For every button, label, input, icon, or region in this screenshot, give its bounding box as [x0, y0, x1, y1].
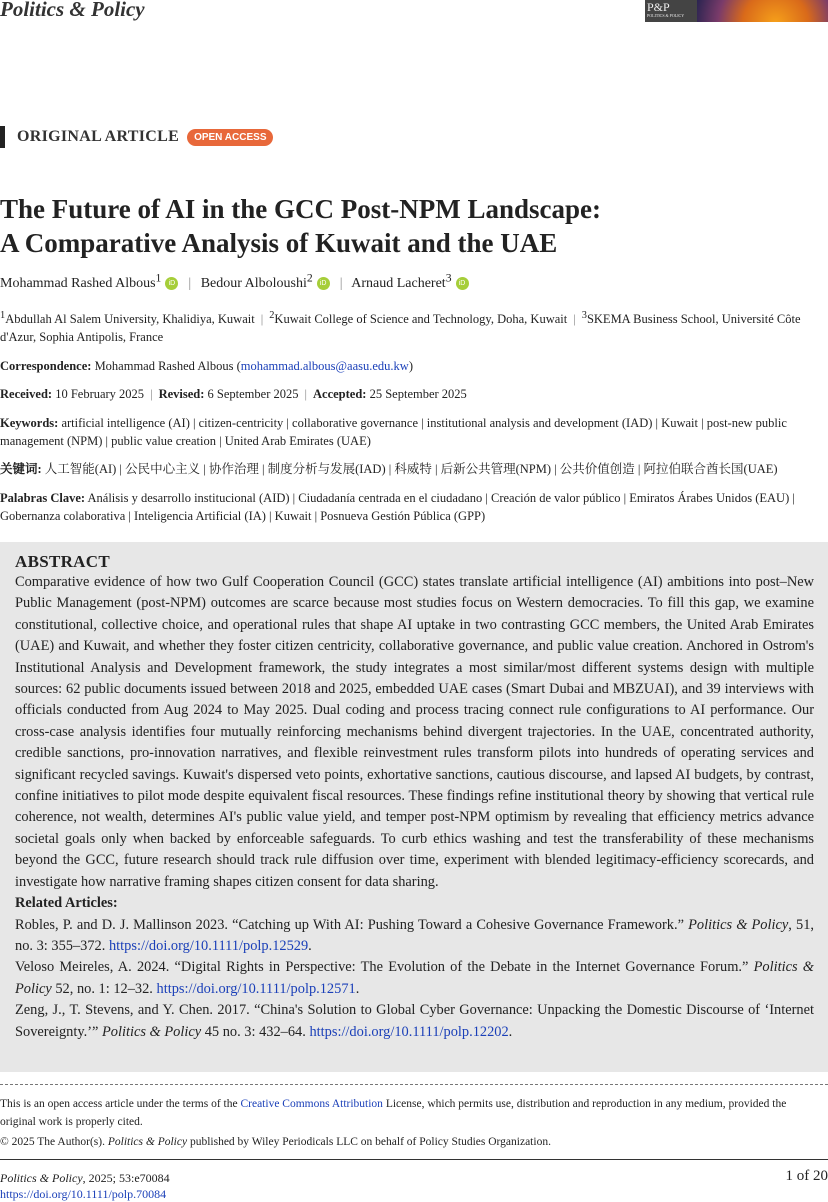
article-title: [0, 192, 601, 260]
doi-link[interactable]: https://doi.org/10.1111/polp.12529: [109, 938, 308, 954]
logo-text: P&P: [647, 0, 670, 14]
orcid-icon[interactable]: iD: [165, 277, 178, 290]
correspondence: Correspondence: Mohammad Rashed Albous (mohammad.albous@aasu.edu.kw): [0, 357, 820, 375]
logo-subtext: POLITICS & POLICY: [647, 14, 695, 18]
abstract-heading: ABSTRACT: [15, 552, 828, 572]
article-type: [0, 126, 273, 148]
article-doi-link[interactable]: https://doi.org/10.1111/polp.70084: [0, 1187, 166, 1201]
doi-link[interactable]: https://doi.org/10.1111/polp.12571: [157, 981, 356, 997]
related-article: Veloso Meireles, A. 2024. “Digital Rights in Perspective: The Evolution of the Debate in the Internet Governance Forum.” Politics & Policy 52, no. 1: 12–32. https://doi.org/10.1111/polp.12571.: [15, 957, 814, 1000]
keywords-chinese: 关键词: 人工智能(AI) | 公民中心主义 | 协作治理 | 制度分析与发展(IAD) | 科威特 | 后新公共管理(NPM) | 公共价值创造 | 阿拉伯联合酋长国(UAE): [0, 460, 820, 478]
author[interactable]: Bedour Alboloushi$^2$: [201, 276, 313, 291]
globe-image: [697, 0, 828, 22]
orcid-icon[interactable]: iD: [317, 277, 330, 290]
related-articles-heading: Related Articles:: [15, 893, 828, 914]
license-notice: This is an open access article under the terms of the Creative Commons Attribution License, which permits use, distribution and reproduction in any medium, provided the original work is properly cited. © 2025 The Author(s). Politics & Policy published by Wiley Periodicals LLC on behalf of Policy Studies Organization.: [0, 1096, 820, 1152]
doi-link[interactable]: https://doi.org/10.1111/polp.12202: [309, 1024, 508, 1040]
dates: Received: 10 February 2025 | Revised: 6 September 2025 | Accepted: 25 September 2025: [0, 385, 820, 403]
keywords: Keywords: artificial intelligence (AI) | citizen-centricity | collaborative governance | institutional analysis and development (IAD) | Kuwait | post-new public management (NPM) | public value creation | United Arab Emirates (UAE): [0, 414, 820, 450]
license-link[interactable]: Creative Commons Attribution: [240, 1098, 382, 1110]
keywords-spanish: Palabras Clave: Análisis y desarrollo institucional (AID) | Ciudadanía centrada en el ciudadano | Creación de valor público | Emiratos Árabes Unidos (EAU) | Gobernanza colaborativa | Inteligencia Artificial (IA) | Kuwait | Posnueva Gestión Pública (GPP): [0, 489, 820, 525]
title-line-2: A Comparative Analysis of Kuwait and the UAE: [0, 226, 601, 260]
orcid-icon[interactable]: iD: [456, 277, 469, 290]
footer-citation: Politics & Policy, 2025; 53:e70084 https://doi.org/10.1111/polp.70084: [0, 1170, 170, 1202]
related-article: Robles, P. and D. J. Mallinson 2023. “Catching up With AI: Pushing Toward a Cohesive Governance Framework.” Politics & Policy, 51, no. 3: 355–372. https://doi.org/10.1111/polp.12529.: [15, 915, 814, 958]
footer-divider: [0, 1159, 828, 1160]
author[interactable]: Mohammad Rashed Albous$^1$: [0, 276, 161, 291]
related-article: Zeng, J., T. Stevens, and Y. Chen. 2017. “China's Solution to Global Cyber Governance: Unpacking the Domestic Discourse of ‘Internet Sovereignty.’” Politics & Policy 45 no. 3: 432–64. https://doi.org/10.1111/polp.12202.: [15, 1000, 814, 1043]
dashed-divider: [0, 1084, 828, 1085]
author[interactable]: Arnaud Lacheret$^3$: [351, 276, 451, 291]
accent-bar: [0, 126, 5, 148]
page-number: 1 of 20: [786, 1168, 828, 1185]
author-list: Mohammad Rashed Albous$^1$ iD | Bedour Alboloushi$^2$ iD | Arnaud Lacheret$^3$ iD: [0, 271, 473, 292]
open-access-badge: OPEN ACCESS: [187, 129, 273, 146]
article-type-label: ORIGINAL ARTICLE: [17, 128, 179, 146]
email-link[interactable]: mohammad.albous@aasu.edu.kw: [241, 359, 409, 373]
journal-title: Politics & Policy: [0, 0, 145, 22]
affiliations: $^1$Abdullah Al Salem University, Khalidiya, Kuwait | $^2$Kuwait College of Science and Technology, Doha, Kuwait | $^3$SKEMA Business School, Université Côte d'Azur, Sophia Antipolis, France: [0, 307, 820, 346]
abstract-box: [0, 542, 828, 1072]
abstract-text: Comparative evidence of how two Gulf Cooperation Council (GCC) states translate artificial intelligence (AI) ambitions into post–New Public Management (post-NPM) outcomes are scarce because most studies focus on Western democracies. To fill this gap, we examine constitutional, collective choice, and operational rules that shape AI uptake in two contrasting GCC members, the United Arab Emirates (UAE) and Kuwait, and whether they foster citizen centricity, collaborative governance, and public value creation. Anchored in Ostrom's Institutional Analysis and Development framework, the study integrates a most similar/most different systems design with multiple sources: 62 public documents issued between 2018 and 2025, embedded UAE cases (Smart Dubai and MBZUAI), and 39 interviews with officials conducted from Aug 2024 to May 2025. Dual coding and process tracing connect rule configurations to AI performance. Our cross-case analysis identifies four mutually reinforcing mechanisms behind divergent trajectories. In the UAE, concentrated authority, credible sanctions, pro-innovation narratives, and flexible reinvestment rules transform pilots into hundreds of operating services and significant recycled savings. Kuwait's dispersed veto points, exhortative sanctions, cautious discourse, and lapsed AI budgets, by contrast, confine initiatives to pilot mode despite equivalent fiscal resources. These findings refine institutional theory by showing that vertical rule coherence, not wealth, determines AI's public value yield, and temper post-NPM optimism by revealing that efficiency metrics advance societal goals only when backed by enforceable safeguards. To curb ethics washing and test the transferability of these mechanisms beyond the GCC, future research should track rule diffusion over time, experiment with blended legitimacy-efficiency scorecards, and investigate how narrative framing shapes citizen consent for data sharing.: [15, 572, 814, 893]
title-line-1: The Future of AI in the GCC Post-NPM Landscape:: [0, 192, 601, 226]
journal-logo: [645, 0, 828, 22]
